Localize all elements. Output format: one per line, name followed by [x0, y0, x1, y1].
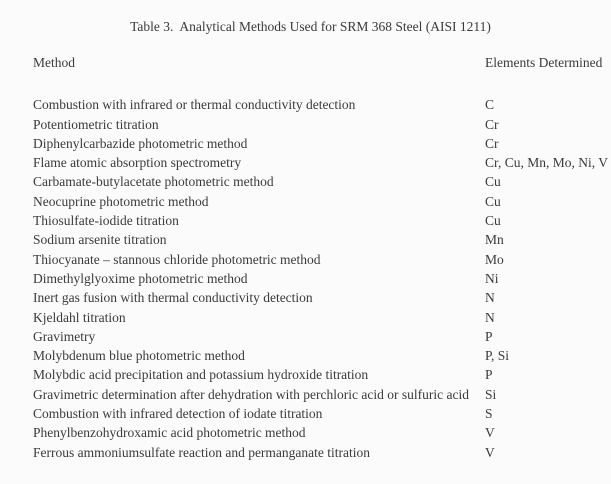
method-cell: Combustion with infrared or thermal conductivity detection — [33, 97, 356, 113]
method-cell: Thiosulfate-iodide titration — [33, 213, 179, 229]
elements-cell: Cr — [485, 116, 499, 132]
elements-cell: S — [485, 406, 493, 422]
table-row — [33, 308, 606, 327]
elements-cell: Cr, Cu, Mn, Mo, Ni, V — [485, 155, 608, 171]
method-cell: Thiocyanate – stannous chloride photometric method — [33, 251, 321, 267]
table-row — [33, 211, 606, 230]
method-cell: Gravimetric determination after dehydration with perchloric acid or sulfuric acid — [33, 386, 469, 402]
method-cell: Dimethylglyoxime photometric method — [33, 270, 248, 286]
elements-cell: N — [485, 290, 495, 306]
method-cell: Molybdenum blue photometric method — [33, 348, 245, 364]
elements-cell: Cu — [485, 213, 501, 229]
column-header-method: Method — [33, 55, 75, 70]
table-row — [33, 443, 606, 462]
table-row — [33, 172, 606, 191]
method-cell: Potentiometric titration — [33, 116, 159, 132]
elements-cell: Ni — [485, 270, 499, 286]
elements-cell: Mo — [485, 251, 504, 267]
table-row — [33, 346, 606, 365]
table-row — [33, 327, 606, 346]
method-cell: Phenylbenzohydroxamic acid photometric method — [33, 425, 306, 441]
method-cell: Inert gas fusion with thermal conductivity detection — [33, 290, 313, 306]
table-row — [33, 288, 606, 307]
column-header-elements: Elements Determined — [485, 55, 603, 70]
analytical-methods-table — [33, 53, 606, 462]
method-cell: Kjeldahl titration — [33, 309, 126, 325]
table-row — [33, 153, 606, 172]
method-cell: Diphenylcarbazide photometric method — [33, 135, 248, 151]
elements-cell: P — [485, 328, 493, 344]
table-row — [33, 269, 606, 288]
table-row — [33, 230, 606, 249]
method-cell: Molybdic acid precipitation and potassium hydroxide titration — [33, 367, 369, 383]
table-row — [33, 134, 606, 153]
method-cell: Flame atomic absorption spectrometry — [33, 155, 242, 171]
elements-cell: V — [485, 444, 495, 460]
elements-cell: Si — [485, 386, 497, 402]
elements-cell: Cu — [485, 193, 501, 209]
method-cell: Ferrous ammoniumsulfate reaction and permanganate titration — [33, 444, 371, 460]
table-header-row — [33, 53, 606, 72]
elements-cell: P — [485, 367, 493, 383]
table-row — [33, 385, 606, 404]
elements-cell: Cr — [485, 135, 499, 151]
table-row — [33, 250, 606, 269]
method-cell: Carbamate-butylacetate photometric method — [33, 174, 274, 190]
elements-cell: N — [485, 309, 495, 325]
method-cell: Gravimetry — [33, 328, 96, 344]
elements-cell: Cu — [485, 174, 501, 190]
table-body — [33, 95, 606, 462]
table-row — [33, 192, 606, 211]
method-cell: Neocuprine photometric method — [33, 193, 209, 209]
method-cell: Combustion with infrared detection of iodate titration — [33, 406, 323, 422]
table-row — [33, 423, 606, 442]
elements-cell: C — [485, 97, 495, 113]
table-title: Table 3. Analytical Methods Used for SRM 368 Steel (AISI 1211) — [130, 19, 491, 34]
table-row — [33, 95, 606, 114]
table-row — [33, 365, 606, 384]
elements-cell: P, Si — [485, 348, 510, 364]
table-row — [33, 115, 606, 134]
table-row — [33, 404, 606, 423]
elements-cell: Mn — [485, 232, 504, 248]
method-cell: Sodium arsenite titration — [33, 232, 167, 248]
elements-cell: V — [485, 425, 495, 441]
